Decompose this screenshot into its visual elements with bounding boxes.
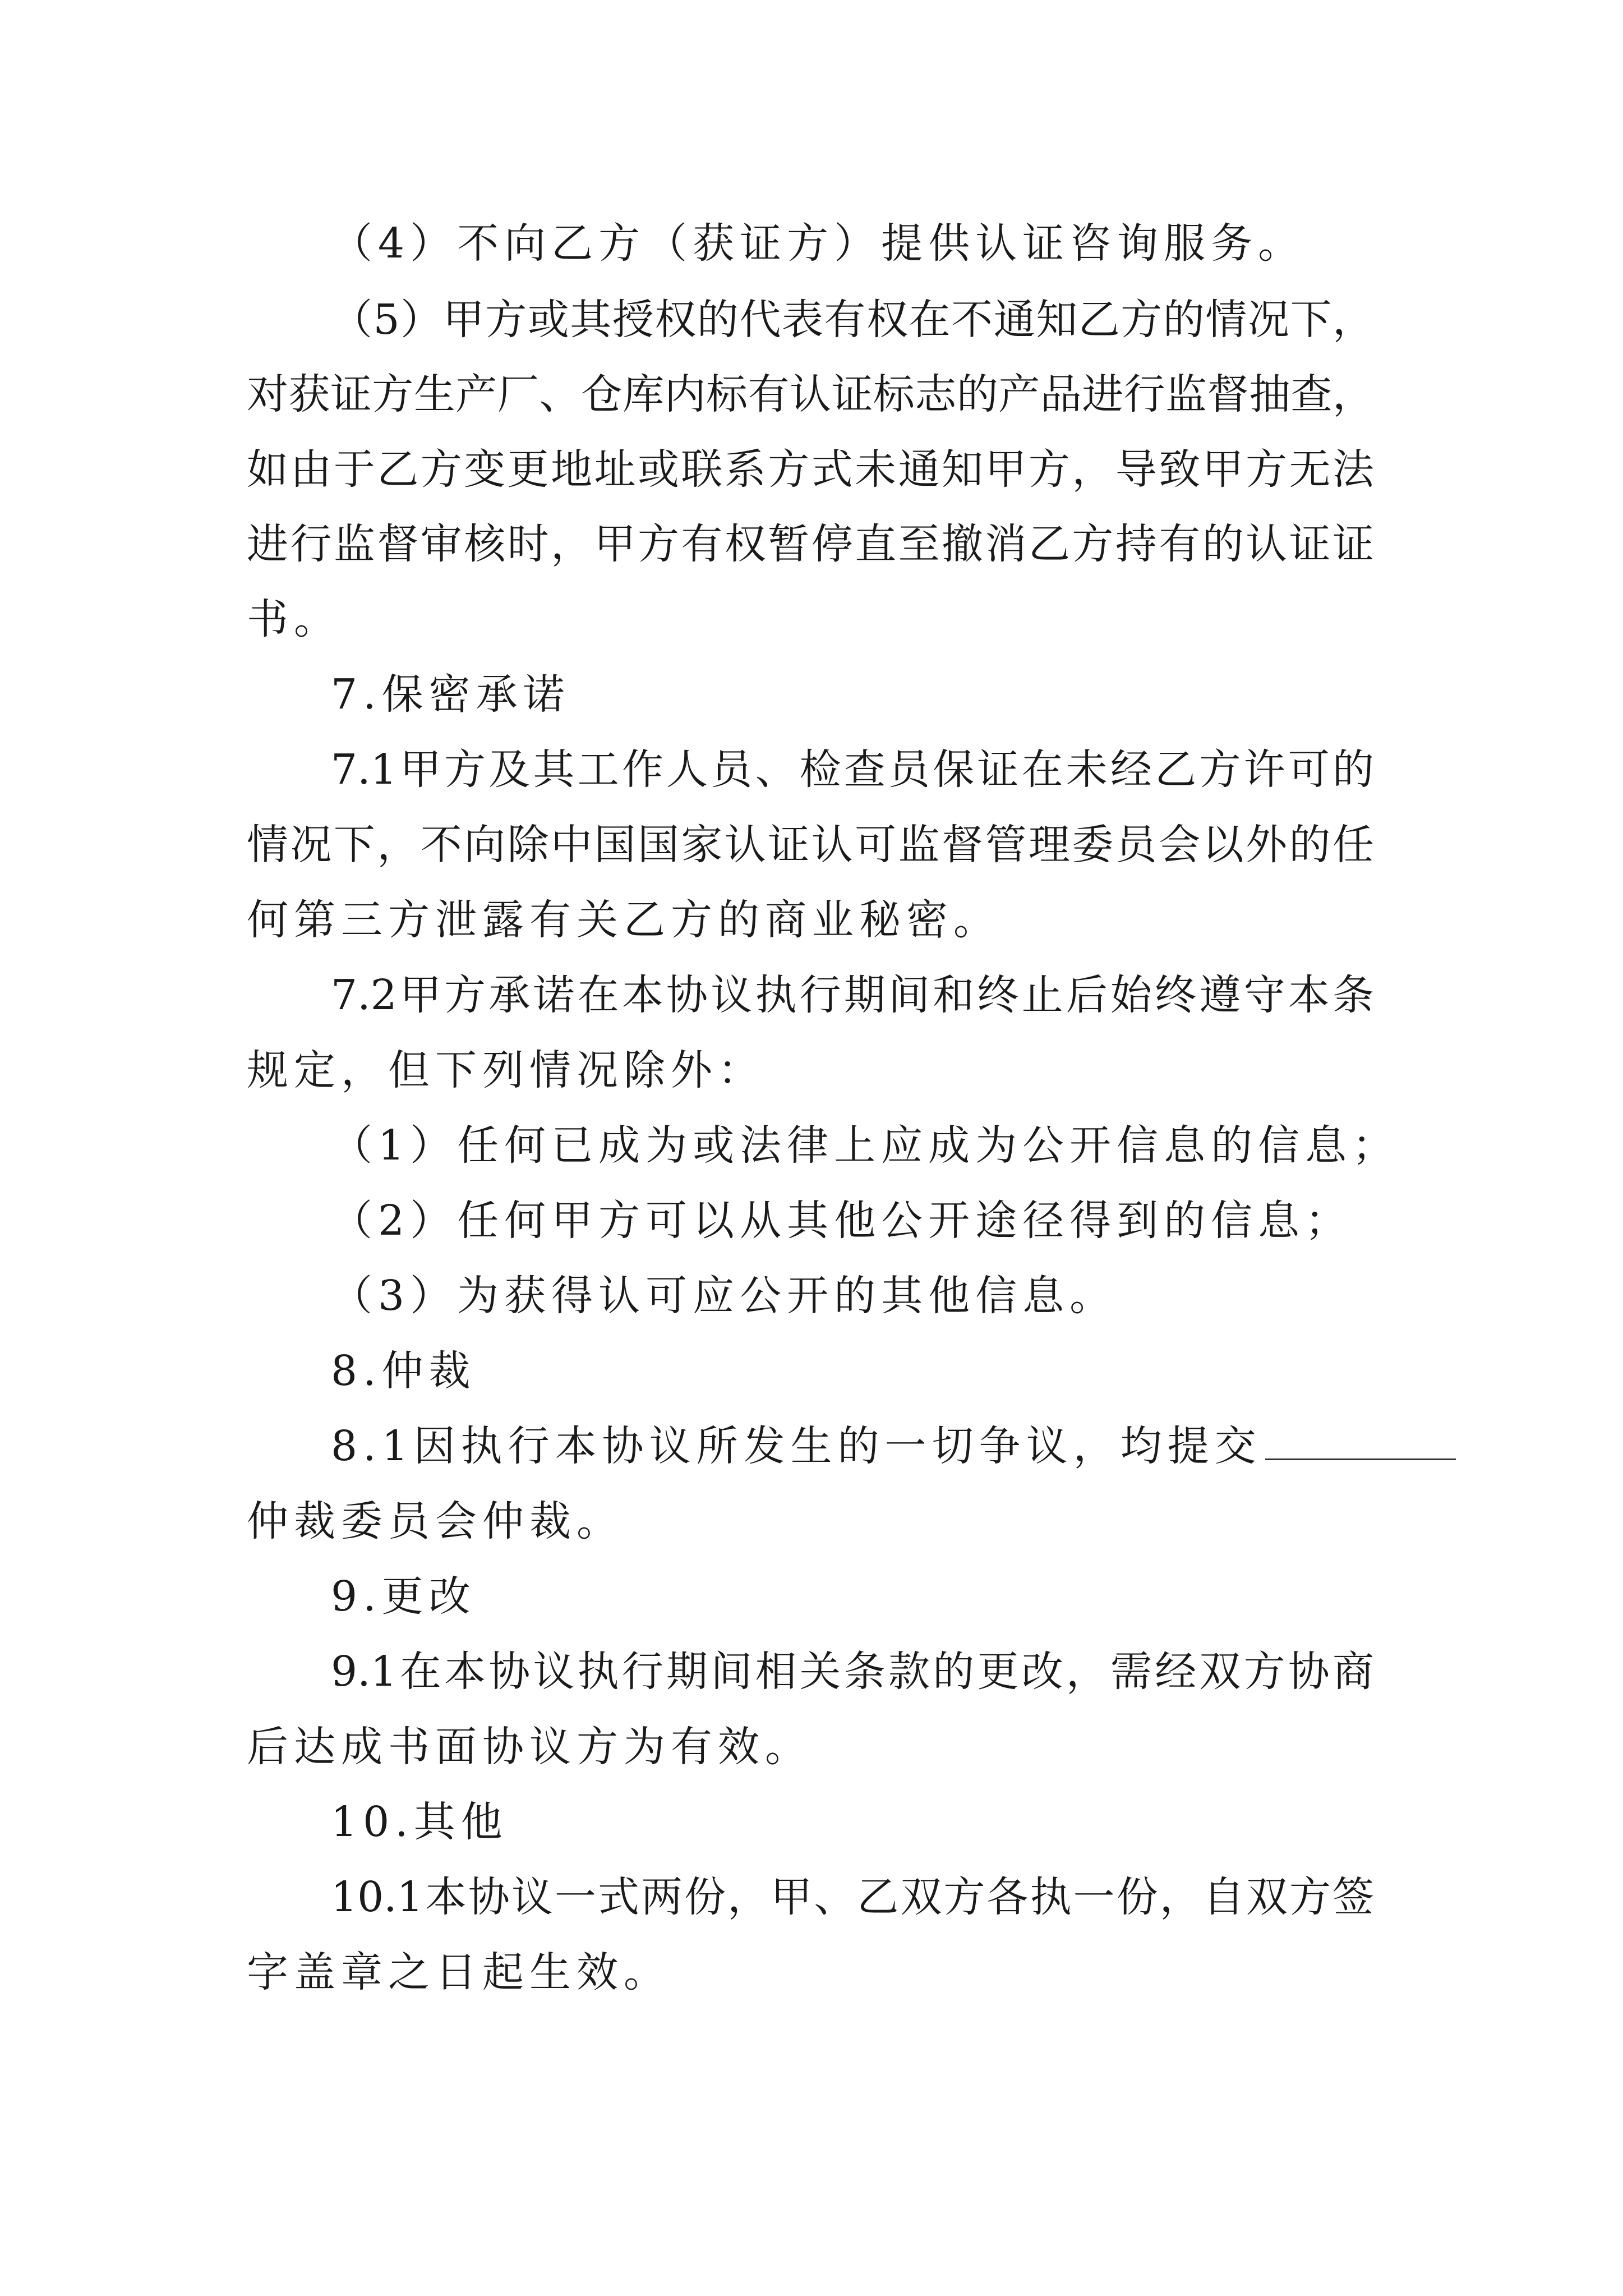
- clause-9-1-line-1: 9.1在本协议执行期间相关条款的更改，需经双方协商: [331, 1648, 1374, 1696]
- clause-8-1-line-2: 仲裁委员会仲裁。: [247, 1497, 624, 1545]
- paragraph-item-4: （4）不向乙方（获证方）提供认证咨询服务。: [331, 219, 1306, 268]
- section-heading-7: 7.保密承诺: [331, 670, 570, 719]
- paragraph-item-5-line-3: 如由于乙方变更地址或联系方式未通知甲方，导致甲方无法: [247, 445, 1374, 494]
- paragraph-item-5-line-1: （5）甲方或其授权的代表有权在不通知乙方的情况下，: [331, 296, 1374, 344]
- clause-10-1-line-1: 10.1本协议一式两份，甲、乙双方各执一份，自双方签: [331, 1873, 1374, 1921]
- clause-8-1-line-1: [331, 1419, 1374, 1473]
- clause-10-1-line-2: 字盖章之日起生效。: [247, 1948, 671, 1996]
- clause-9-1-line-2: 后达成书面协议方为有效。: [247, 1723, 812, 1771]
- paragraph-item-5-line-5: 书。: [247, 595, 341, 643]
- arbitration-blank-field[interactable]: [1265, 1425, 1456, 1460]
- section-heading-9: 9.更改: [331, 1572, 476, 1621]
- exception-item-1: （1）任何已成为或法律上应成为公开信息的信息；: [331, 1121, 1400, 1170]
- clause-7-1-line-3: 何第三方泄露有关乙方的商业秘密。: [247, 896, 1000, 944]
- paragraph-item-5-line-2: 对获证方生产厂、仓库内标有认证标志的产品进行监督抽查，: [247, 370, 1374, 418]
- clause-7-2-line-1: 7.2甲方承诺在本协议执行期间和终止后始终遵守本条: [331, 971, 1374, 1019]
- clause-7-1-line-1: 7.1甲方及其工作人员、检查员保证在未经乙方许可的: [331, 746, 1374, 794]
- section-heading-10: 10.其他: [331, 1798, 508, 1846]
- clause-7-2-line-2: 规定，但下列情况除外：: [247, 1046, 765, 1094]
- section-heading-8: 8.仲裁: [331, 1347, 476, 1395]
- paragraph-item-5-line-4: 进行监督审核时，甲方有权暂停直至撤消乙方持有的认证证: [247, 520, 1374, 568]
- exception-item-2: （2）任何甲方可以从其他公开途径得到的信息；: [331, 1197, 1353, 1245]
- clause-7-1-line-2: 情况下，不向除中国国家认证认可监督管理委员会以外的任: [247, 821, 1374, 869]
- exception-item-3: （3）为获得认可应公开的其他信息。: [331, 1272, 1117, 1320]
- clause-8-1-text: 8.1因执行本协议所发生的一切争议，均提交: [331, 1422, 1262, 1470]
